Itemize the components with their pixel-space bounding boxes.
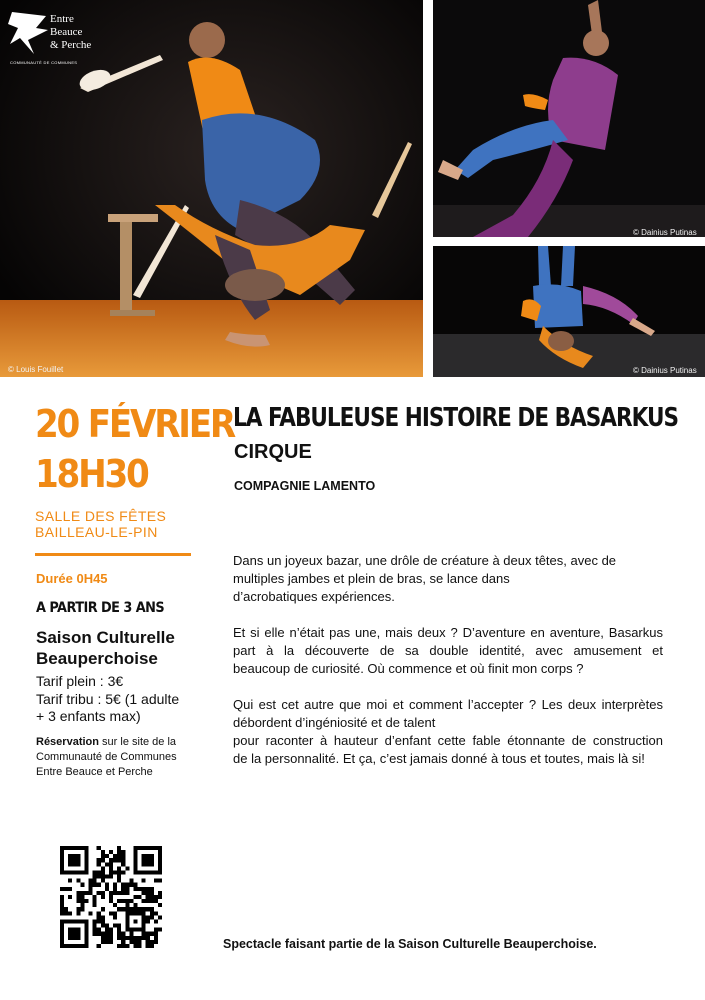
paragraph-line: pour raconter à hauteur d’enfant cette fable étonnante de construction: [233, 733, 663, 748]
description-paragraph-1: [233, 552, 663, 606]
season-line-1: Saison Culturelle: [36, 628, 175, 647]
show-title: LA FABULEUSE HISTOIRE DE BASARKUS: [233, 403, 679, 433]
paragraph-line: multiples jambes et plein de bras, se lance dans: [233, 571, 510, 586]
paragraph-line: Dans un joyeux bazar, une drôle de créature à deux têtes, avec de: [233, 553, 617, 568]
description-paragraph-3: [233, 696, 663, 768]
paragraph-line: part à la découverte de sa double identité, avec amusement et: [233, 643, 663, 658]
bottom-right-photo: [433, 246, 705, 377]
logo-mark-icon: [6, 10, 50, 56]
paragraph-line: beaucoup de curiosité. Où commence et où finit mon corps ?: [233, 661, 584, 676]
logo-text-line-1: Entre: [50, 13, 74, 25]
tarif-tribu-line-2: + 3 enfants max): [36, 708, 141, 724]
paragraph-line: d’acrobatiques expériences.: [233, 589, 395, 604]
event-time: 18H30: [35, 452, 148, 496]
paragraph-line: de la personnalité. Et ça, c’est jamais donné à tous et toutes, mais là si!: [233, 751, 645, 766]
age-limit: A PARTIR DE 3 ANS: [36, 600, 165, 616]
show-genre: CIRQUE: [234, 441, 312, 463]
event-date: 20 FÉVRIER: [35, 402, 234, 446]
reservation-line-1: sur le site de la: [98, 736, 177, 748]
paragraph-line: débordent d’ingéniosité et de talent: [233, 715, 436, 730]
paragraph-line: Et si elle n’était pas une, mais deux ? D’aventure en aventure, Basarkus: [233, 625, 663, 640]
footer-note: Spectacle faisant partie de la Saison Culturelle Beauperchoise.: [223, 937, 597, 951]
tarif-plein: Tarif plein : 3€: [36, 673, 124, 689]
photo-credit-bottom-right: © Dainius Putinas: [633, 366, 697, 375]
photo-credit-main: © Louis Fouillet: [8, 365, 64, 374]
top-right-photo: [433, 0, 705, 237]
acrobats-leaning-image: [433, 0, 705, 237]
company-name: COMPAGNIE LAMENTO: [234, 479, 376, 493]
logo: [6, 8, 106, 68]
description-paragraph-2: [233, 624, 663, 678]
reservation-label: Réservation: [36, 736, 99, 748]
venue-town: BAILLEAU-LE-PIN: [35, 524, 158, 540]
paragraph-line: Qui est cet autre que moi et comment l’accepter ? Les deux interprètes: [233, 697, 663, 712]
reservation-line-2: Communauté de Communes: [36, 751, 177, 763]
season-line-2: Beauperchoise: [36, 649, 158, 668]
divider: [35, 553, 191, 556]
reservation-line-3: Entre Beauce et Perche: [36, 766, 153, 778]
acrobats-upside-down-image: [433, 246, 705, 377]
venue-name: SALLE DES FÊTES: [35, 508, 167, 524]
duration: Durée 0H45: [36, 571, 108, 586]
tarif-tribu-line-1: Tarif tribu : 5€ (1 adulte: [36, 691, 180, 707]
logo-text-line-3: & Perche: [50, 39, 92, 51]
reservation-info: [36, 735, 201, 780]
qr-code[interactable]: [60, 846, 162, 948]
photo-credit-top-right: © Dainius Putinas: [633, 228, 697, 237]
logo-text-line-2: Beauce: [50, 26, 83, 38]
logo-subtitle: COMMUNAUTÉ DE COMMUNES: [10, 60, 78, 65]
season-name: [36, 627, 216, 669]
